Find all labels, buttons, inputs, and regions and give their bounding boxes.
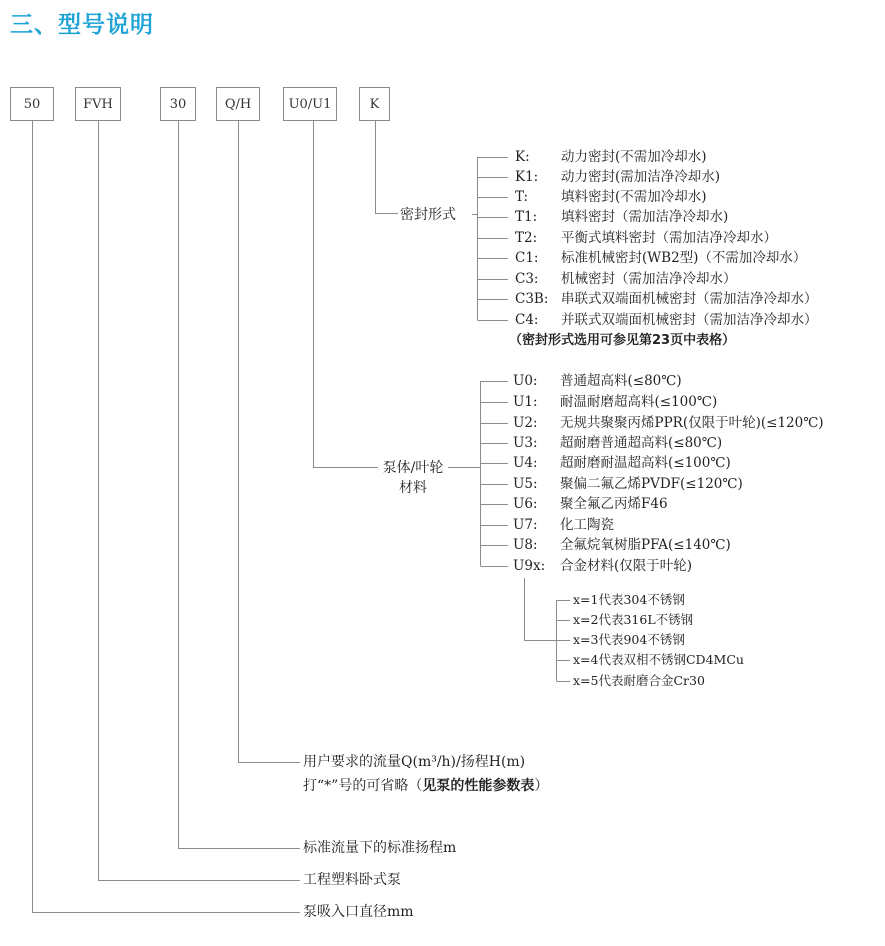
alloy-item: x=5代表耐磨合金Cr30 [573,673,705,688]
alloy-item: x=1代表304不锈钢 [573,592,685,607]
alloy-item: x=2代表316L不锈钢 [573,612,694,627]
material-desc: 普通超高料(≤80℃) [560,373,682,389]
seal-desc: 并联式双端面机械密封（需加洁净冷却水） [561,312,818,328]
material-item [513,495,668,513]
material-code: U5: [513,476,538,492]
head-desc: 标准流量下的标准扬程m [303,840,457,856]
code-inlet: 50 [23,96,41,112]
material-code: U1: [513,394,538,410]
seal-label: 密封形式 [400,207,456,223]
pump-type-desc: 工程塑料卧式泵 [303,872,401,888]
material-item [513,434,722,452]
seal-item [515,188,707,206]
material-code: U0: [513,373,538,389]
seal-code: T2: [515,230,538,246]
material-item [513,536,731,554]
material-desc: 超耐磨普通超高料(≤80℃) [560,435,723,451]
seal-desc: 机械密封（需加洁净冷却水） [561,271,737,287]
seal-desc: 串联式双端面机械密封（需加洁净冷却水） [561,291,818,307]
seal-item [515,208,728,226]
material-desc: 聚全氟乙丙烯F46 [560,496,668,512]
material-code: U3: [513,435,538,451]
material-desc: 无规共聚聚丙烯PPR(仅限于叶轮)(≤120℃) [560,415,824,431]
seal-desc: 动力密封(不需加冷却水) [561,149,707,165]
material-item [513,393,717,411]
seal-code: T: [515,189,529,205]
material-label [380,458,446,498]
alloy-item: x=3代表904不锈钢 [573,632,685,647]
seal-code: K: [515,149,530,165]
material-item [513,372,682,390]
qh-note-prefix: 打“*”号的可省略（ [303,778,423,794]
material-code: U9x: [513,558,546,574]
material-item [513,414,824,432]
material-code: U8: [513,537,538,553]
seal-code: C3: [515,271,539,287]
code-head: 30 [169,96,187,112]
material-label-line2: 材料 [399,480,427,496]
seal-code: K1: [515,169,539,185]
material-code: U6: [513,496,538,512]
material-code: U7: [513,517,538,533]
code-qh: Q/H [224,96,252,112]
code-seal: K [369,96,380,112]
seal-item [515,270,737,288]
material-desc: 超耐磨耐温超高料(≤100℃) [560,455,731,471]
material-desc: 化工陶瓷 [560,517,614,533]
inlet-desc: 泵吸入口直径mm [303,904,414,920]
material-item [513,557,692,575]
material-desc: 全氟烷氧树脂PFA(≤140℃) [560,537,731,553]
seal-code: C1: [515,250,539,266]
section-title: 三、型号说明 [10,12,154,38]
code-material: U0/U1 [288,96,332,112]
qh-desc-line2 [303,777,548,795]
seal-item [515,229,777,247]
seal-desc: 填料密封（需加洁净冷却水) [561,209,729,225]
material-desc: 聚偏二氟乙烯PVDF(≤120℃) [560,476,743,492]
seal-item [515,249,806,267]
seal-desc: 动力密封(需加洁净冷却水) [561,169,721,185]
seal-item [515,168,720,186]
seal-code: C3B: [515,291,549,307]
material-item [513,454,731,472]
qh-note-link: 见泵的性能参数表 [422,778,535,794]
seal-code: T1: [515,209,538,225]
seal-code: C4: [515,312,539,328]
material-item [513,516,614,534]
material-code: U2: [513,415,538,431]
material-code: U4: [513,455,538,471]
seal-item [515,311,818,329]
qh-note-suffix: ） [534,778,549,794]
seal-item [515,290,818,308]
material-label-line1: 泵体/叶轮 [382,460,444,476]
seal-item [515,148,707,166]
material-desc: 耐温耐磨超高料(≤100℃) [560,394,718,410]
material-item [513,475,743,493]
qh-desc-line1: 用户要求的流量Q(m³/h)/扬程H(m) [303,754,526,770]
code-type: FVH [83,96,113,112]
alloy-item: x=4代表双相不锈钢CD4MCu [573,652,744,667]
material-desc: 合金材料(仅限于叶轮) [560,558,693,574]
seal-desc: 平衡式填料密封（需加洁净冷却水） [561,230,777,246]
seal-note: （密封形式选用可参见第23页中表格） [509,333,736,348]
seal-desc: 标准机械密封(WB2型)（不需加冷却水） [561,250,807,266]
seal-desc: 填料密封(不需加冷却水) [561,189,707,205]
